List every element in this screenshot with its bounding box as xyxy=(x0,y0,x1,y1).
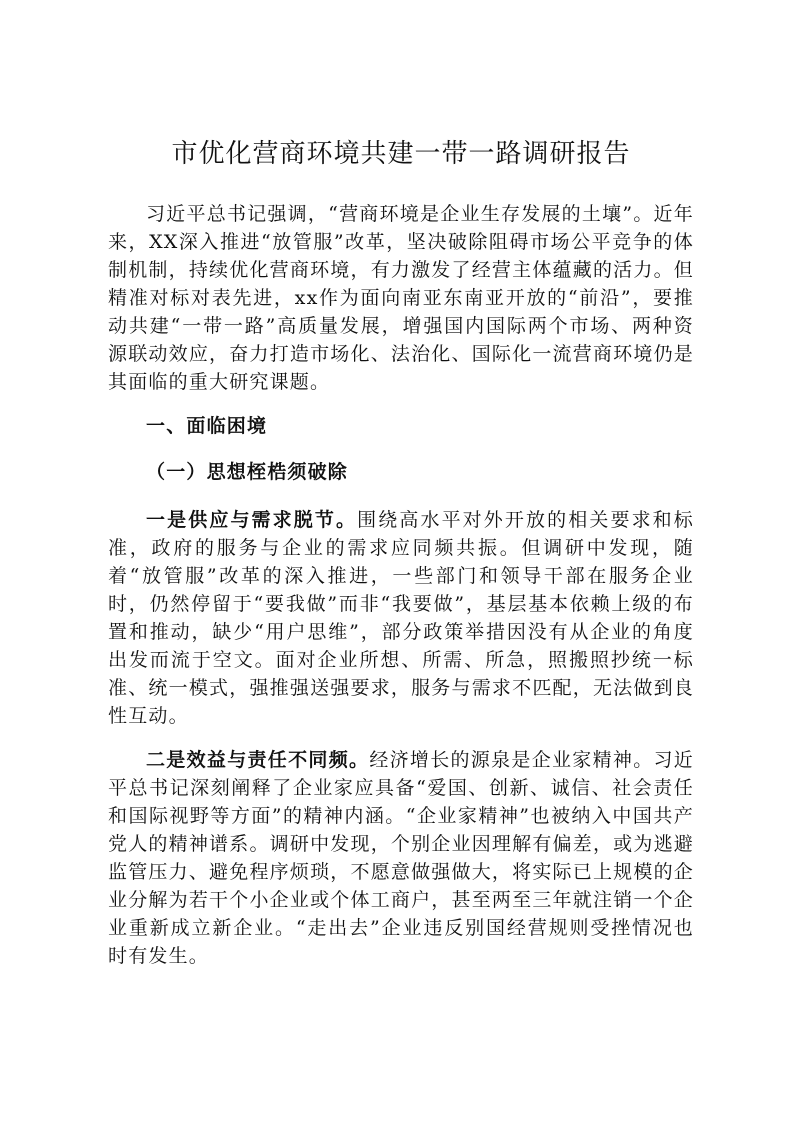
paragraph-supply-demand-text: 围绕高水平对外开放的相关要求和标准，政府的服务与企业的需求应同频共振。但调研中发现，随着“放管服”改革的深入推进，一些部门和领导干部在服务企业时，仍然停留于“要我做”而非“我要做”，基层基本依赖上级的布置和推动，缺少“用户思维”，部分政策举措因没有从企业的角度出发而流于空文。面对企业所想、所需、所急，照搬照抄统一标准、统一模式，强推强送强要求，服务与需求不匹配，无法做到良性互动。 xyxy=(108,509,694,727)
document-title: 市优化营商环境共建一带一路调研报告 xyxy=(171,139,631,169)
subsection-heading: （一）思想桎梏须破除 xyxy=(146,461,349,483)
paragraph-supply-demand-lead: 一是供应与需求脱节。 xyxy=(146,509,358,531)
document-body xyxy=(108,136,694,970)
paragraph-benefit-responsibility xyxy=(108,746,694,970)
paragraph-supply-demand xyxy=(108,506,694,730)
paragraph-benefit-responsibility-lead: 二是效益与责任不同频。 xyxy=(146,749,370,771)
intro-paragraph: 习近平总书记强调，“营商环境是企业生存发展的土壤”。近年来，XX深入推进“放管服”改革，坚决破除阻碍市场公平竞争的体制机制，持续优化营商环境，有力激发了经营主体蕴藏的活力。但精准对标对表先进，xx作为面向南亚东南亚开放的“前沿”，要推动共建“一带一路”高质量发展，增强国内国际两个市场、两种资源联动效应，奋力打造市场化、法治化、国际化一流营商环境仍是其面临的重大研究课题。 xyxy=(108,203,694,393)
paragraph-benefit-responsibility-text: 经济增长的源泉是企业家精神。习近平总书记深刻阐释了企业家应具备“爱国、创新、诚信、社会责任和国际视野等方面”的精神内涵。“企业家精神”也被纳入中国共产党人的精神谱系。调研中发现，个别企业因理解有偏差，或为逃避监管压力、避免程序烦琐，不愿意做强做大，将实际已上规模的企业分解为若干个小企业或个体工商户，甚至两至三年就注销一个企业重新成立新企业。“走出去”企业违反别国经营规则受挫情况也时有发生。 xyxy=(108,749,695,967)
section-heading: 一、面临困境 xyxy=(146,415,268,437)
